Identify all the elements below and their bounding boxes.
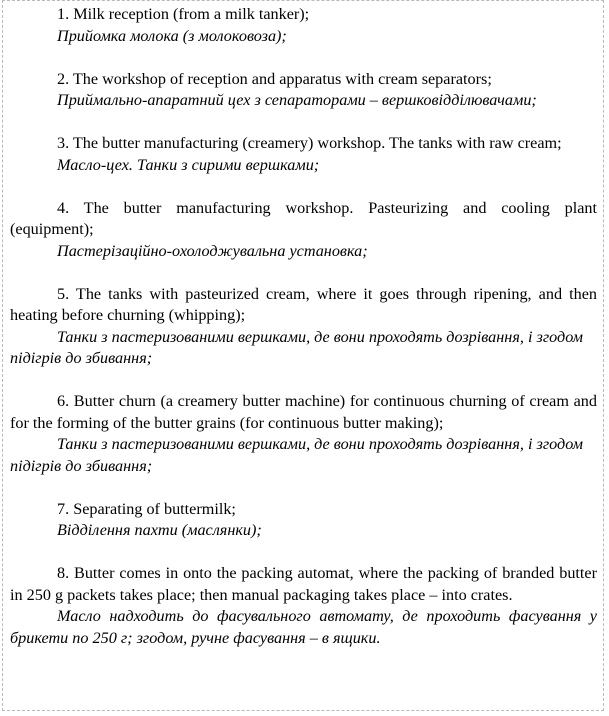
item-7-ukrainian: Відділення пахти (маслянки); — [57, 521, 262, 539]
item-2-ukrainian: Приймально-апаратний цех з сепараторами – вершковідділювачами; — [57, 91, 537, 109]
item-5-english: 5. The tanks with pasteurized cream, where it goes through ripening, and then heating before churning (whipping); — [10, 284, 597, 324]
list-item-8 — [10, 563, 597, 649]
text-box — [2, 0, 604, 711]
list-item-7 — [10, 499, 597, 542]
list-item-2 — [10, 69, 597, 112]
list-item-1 — [10, 4, 597, 47]
item-7-english: 7. Separating of buttermilk; — [57, 499, 236, 518]
item-2-english: 2. The workshop of reception and apparatus with cream separators; — [57, 69, 492, 88]
list-item-4 — [10, 198, 597, 263]
item-6-ukrainian: Танки з пастеризованими вершками, де вони проходять дозрівання, і згодом підігрів до збивання; — [10, 435, 584, 475]
item-4-ukrainian: Пастерізаційно-охолоджувальна установка; — [57, 241, 368, 260]
list-item-3 — [10, 133, 597, 176]
item-3-english: 3. The butter manufacturing (creamery) workshop. The tanks with raw cream; — [57, 134, 562, 152]
item-3-ukrainian: Масло-цех. Танки з сирими вершками; — [57, 155, 320, 174]
item-5-ukrainian: Танки з пастеризованими вершками, де вони проходять дозрівання, і згодом підігрів до збивання; — [10, 327, 584, 367]
list-item-6 — [10, 391, 597, 477]
item-1-ukrainian: Прийомка молока (з молоковоза); — [57, 26, 287, 45]
item-8-english: 8. Butter comes in onto the packing automat, where the packing of branded butter in 250 g packets takes place; then manual packaging takes place – into crates. — [10, 564, 597, 604]
item-6-english: 6. Butter churn (a creamery butter machine) for continuous churning of cream and for the forming of the butter grains (for continuous butter making); — [10, 392, 597, 432]
item-4-english: 4. The butter manufacturing workshop. Pasteurizing and cooling plant (equipment); — [10, 198, 597, 238]
item-1-english: 1. Milk reception (from a milk tanker); — [57, 5, 310, 23]
list-item-5 — [10, 284, 597, 370]
item-8-ukrainian: Масло надходить до фасувального автомату, де проходить фасування у брикети по 250 г; згодом, ручне фасування – в ящики. — [10, 607, 597, 647]
